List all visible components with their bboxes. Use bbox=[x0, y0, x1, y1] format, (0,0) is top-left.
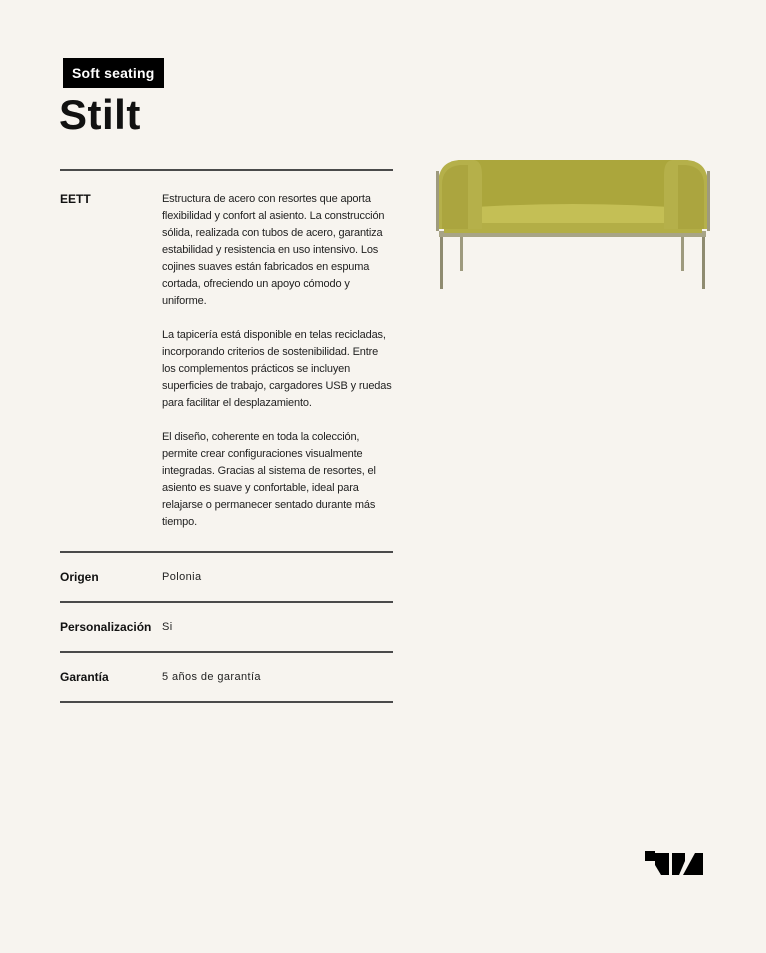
spec-row-warranty bbox=[60, 653, 393, 703]
eett-paragraph-1: Estructura de acero con resortes que aporta flexibilidad y confort al asiento. La construcción sólida, realizada con tubos de acero, garantiza estabilidad y resistencia en uso intensivo. Los cojines suaves están fabricados en espuma cortada, ofreciendo un apoyo cómodo y uniforme. bbox=[162, 193, 385, 307]
eett-paragraph-2: La tapicería está disponible en telas recicladas, incorporando criterios de sostenibilidad. Entre los complementos prácticos se incluyen superficies de trabajo, cargadores USB y ruedas para facilitar el desplazamiento. bbox=[162, 329, 392, 409]
spec-value-warranty: 5 años de garantía bbox=[162, 671, 261, 683]
spec-row-origin bbox=[60, 553, 393, 603]
spec-label-origin: Origen bbox=[60, 570, 99, 584]
spec-label-eett: EETT bbox=[60, 192, 91, 206]
spec-value-customization: Si bbox=[162, 621, 173, 633]
brand-logo-icon bbox=[645, 851, 703, 875]
spec-value-origin: Polonia bbox=[162, 571, 202, 583]
spec-value-eett bbox=[162, 191, 393, 531]
sofa-image bbox=[434, 155, 712, 295]
spec-row-customization bbox=[60, 603, 393, 653]
spec-label-customization: Personalización bbox=[60, 620, 152, 634]
eett-paragraph-3: El diseño, coherente en toda la colección, permite crear configuraciones visualmente integradas. Gracias al sistema de resortes, el asiento es suave y confortable, ideal para relajarse o permanecer sentado durante más tiempo. bbox=[162, 431, 376, 528]
spec-table bbox=[60, 169, 393, 703]
product-title: Stilt bbox=[59, 91, 141, 138]
spec-row-eett bbox=[60, 171, 393, 553]
category-tag: Soft seating bbox=[63, 58, 164, 88]
spec-label-warranty: Garantía bbox=[60, 670, 109, 684]
